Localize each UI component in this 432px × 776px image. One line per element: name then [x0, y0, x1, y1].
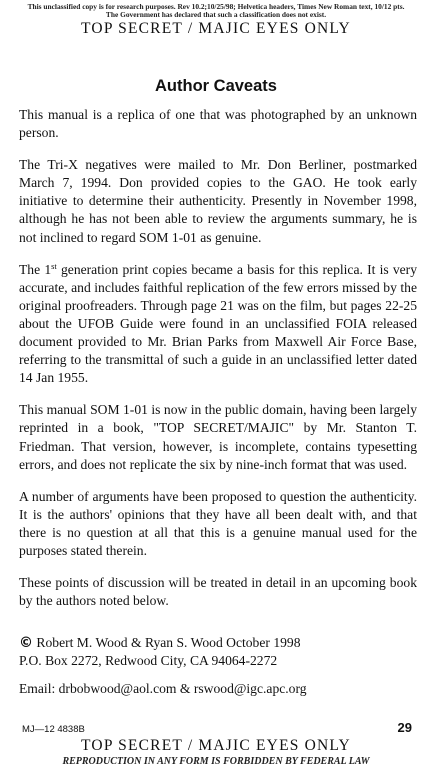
paragraph-public-domain: This manual SOM 1-01 is now in the public domain, having been largely reprinted in a book, "TOP SECRET/MAJIC" by Mr. Stanton T. Friedman. That version, however, is incomplete, contains typesetting errors, and does not replicate the six by nine-inch format that was used.	[19, 402, 417, 472]
paragraph-first-generation-rest: generation print copies became a basis for this replica. It is very accurate, and includes faithful replication of the few errors missed by the original proofreaders. Through page 21 was on the film, but pages 22-25 about the UFOB Guide were found in an unclassified FOIA released document provided to Mr. Brian Parks from Maxwell Air Force Base, referring to the transmittal of such a guide in an unclassified letter dated 14 Jan 1955.	[19, 261, 417, 386]
paragraph-first-generation-start: The 1	[19, 261, 52, 277]
top-classification-banner: TOP SECRET / MAJIC EYES ONLY	[81, 20, 351, 37]
caveats-body	[19, 106, 417, 699]
paragraph-replica: This manual is a replica of one that was photographed by an unknown person.	[19, 107, 417, 141]
email-line: Email: drbobwood@aol.com & rswood@igc.apc.org	[19, 681, 307, 697]
research-note-line1: This unclassified copy is for research purposes. Rev 10.2;10/25/98; Helvetica headers, Times New Roman text, 10/12 pts.	[27, 2, 405, 11]
authors-date: Robert M. Wood & Ryan S. Wood October 1998	[36, 635, 301, 651]
paragraph-discussion: These points of discussion will be treated in detail in an upcoming book by the authors noted below.	[19, 575, 417, 609]
reproduction-warning: REPRODUCTION IN ANY FORM IS FORBIDDEN BY FEDERAL LAW	[62, 756, 370, 767]
paragraph-authenticity: A number of arguments have been proposed to question the authenticity. It is the authors' opinions that they have all been dealt with, and that there is no question at all that this is a genuine manual used for the purposes stated therein.	[19, 488, 417, 558]
research-note-line2: The Government has declared that such a classification does not exist.	[105, 10, 327, 20]
paragraph-first-generation	[19, 261, 417, 388]
copyright-icon: ©	[19, 635, 33, 652]
postal-address: P.O. Box 2272, Redwood City, CA 94064-2272	[19, 653, 278, 669]
research-note	[0, 3, 432, 20]
author-signature	[19, 634, 417, 698]
page-number: 29	[397, 720, 412, 735]
copyright-line	[19, 634, 417, 652]
paragraph-negatives: The Tri-X negatives were mailed to Mr. Don Berliner, postmarked March 7, 1994. Don provided copies to the GAO. He took early initiative to determine their authenticity. Presently in November 1998, although he has not been able to review the arguments summary, he is not inclined to regard SOM 1-01 as genuine.	[19, 157, 417, 245]
bottom-classification-banner: TOP SECRET / MAJIC EYES ONLY	[81, 737, 351, 754]
document-id: MJ—12 4838B	[22, 724, 85, 735]
ordinal-superscript: st	[51, 260, 57, 271]
page-title: Author Caveats	[155, 77, 277, 95]
